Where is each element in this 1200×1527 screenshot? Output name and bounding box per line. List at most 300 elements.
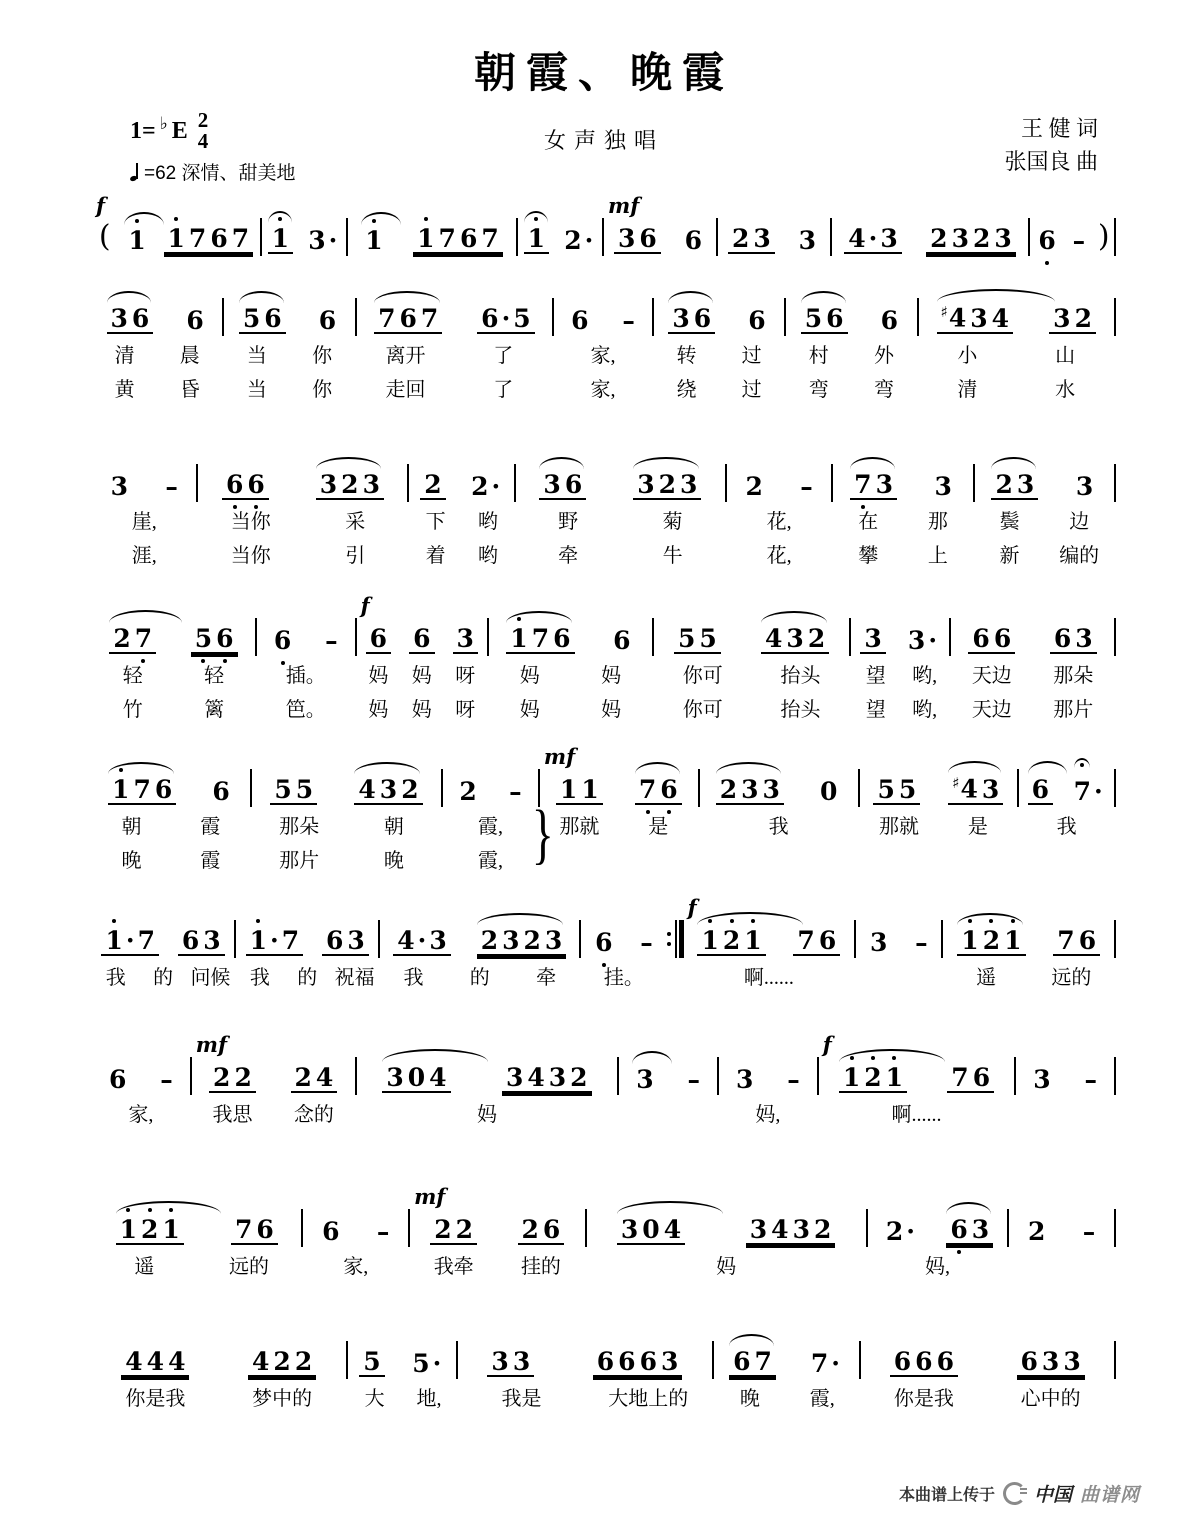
lyric-syllable: 过 <box>741 379 762 401</box>
tempo-marking <box>130 158 296 185</box>
note: 4 <box>358 774 376 804</box>
note-group <box>1050 625 1097 655</box>
note-group <box>911 929 932 957</box>
high-octave-dot <box>148 1208 152 1212</box>
measure <box>257 596 355 722</box>
note: 1 <box>581 774 599 804</box>
note-group <box>373 1218 394 1246</box>
note: – <box>640 927 653 957</box>
note: 7 <box>637 776 658 804</box>
note-group <box>744 307 769 335</box>
lyric-syllable: 我 <box>249 967 270 989</box>
dynamic-marking: mf <box>608 193 640 218</box>
dynamic-marking: f <box>360 593 370 618</box>
notes-row <box>303 1209 408 1245</box>
open-paren: ( <box>98 218 111 254</box>
augmentation-dot: · <box>584 225 594 255</box>
lyric-row-1 <box>851 665 949 688</box>
lyric-row-1 <box>861 1388 1115 1411</box>
lyric-syllable: 是 <box>967 816 988 838</box>
note: 3 <box>994 223 1012 253</box>
note: 1 <box>110 776 131 804</box>
note: 6 <box>108 1064 127 1094</box>
note: 4 <box>991 303 1010 333</box>
note-group <box>270 776 317 806</box>
lyric-syllable: 花, <box>766 545 792 567</box>
note: 1 <box>559 774 578 804</box>
note: 3 <box>617 223 636 253</box>
lyric-syllable: 挂。 <box>603 967 644 989</box>
note: 1 <box>126 227 147 255</box>
lyric-syllable: 那片 <box>1053 699 1094 721</box>
note: 6 <box>639 1346 657 1376</box>
lyric-syllable: 霞, <box>809 1388 835 1410</box>
lyric-row-1 <box>727 511 831 534</box>
lyric-row-2 <box>554 379 652 402</box>
note: – <box>915 927 928 957</box>
note: 3 <box>869 927 888 957</box>
note: 5 <box>363 1346 381 1376</box>
note-group <box>502 1064 592 1094</box>
notes-row <box>714 1341 859 1377</box>
note-group <box>796 473 817 501</box>
notes-row <box>851 618 949 654</box>
lyric-row-2 <box>786 379 916 402</box>
lyric-syllable: 妈 <box>368 699 389 721</box>
measure <box>92 596 255 722</box>
high-octave-dot <box>372 219 376 223</box>
lyric-syllable: 清 <box>114 345 135 367</box>
note: – <box>376 1216 390 1246</box>
high-octave-dot <box>871 1056 875 1060</box>
lyric-row-1 <box>357 1104 618 1127</box>
lyric-syllable: 你是我 <box>125 1388 186 1410</box>
barline <box>1114 769 1116 807</box>
lyric-row-2 <box>833 545 972 568</box>
lyric-syllable: 我 <box>105 967 126 989</box>
lyric-syllable: 牵 <box>558 545 579 567</box>
note: 2 <box>658 469 677 499</box>
high-octave-dot <box>850 1056 854 1060</box>
lyric-syllable: 绕 <box>676 379 697 401</box>
lyric-syllable: 攀 <box>858 545 879 567</box>
note-group <box>209 1064 256 1094</box>
note: 1 <box>160 1216 181 1244</box>
note-group <box>873 776 920 806</box>
lyric-syllable: 涯, <box>131 545 157 567</box>
low-octave-dot <box>254 505 258 509</box>
note: 6 <box>915 1346 933 1376</box>
dynamic-marking: mf <box>543 744 576 769</box>
lyric-syllable: 下 <box>425 511 446 533</box>
low-octave-dot <box>233 505 237 509</box>
lyric-row-2 <box>700 850 858 873</box>
note: 7 <box>531 623 550 653</box>
measure <box>348 1319 457 1411</box>
note: 6 <box>1020 1346 1038 1376</box>
note: 6 <box>459 223 478 253</box>
note: 2 <box>341 469 359 499</box>
measure <box>357 1035 618 1127</box>
measure <box>410 1184 584 1279</box>
note: 1 <box>118 1216 139 1244</box>
note: 6 <box>564 469 583 499</box>
note: 6 <box>639 223 657 253</box>
system-1 <box>92 193 1116 256</box>
lyric-syllable: 家, <box>590 379 616 401</box>
lyric-syllable: 妈, <box>925 1256 951 1278</box>
high-octave-dot <box>1011 919 1015 923</box>
lyric-syllable: 你 <box>312 345 333 367</box>
note: 3 <box>429 925 447 955</box>
note: 6 <box>186 305 204 335</box>
lyric-syllable: 那片 <box>279 850 320 872</box>
note: 3 <box>110 471 129 501</box>
system-9 <box>92 1319 1116 1411</box>
note-group <box>322 927 369 957</box>
notes-row <box>262 218 346 254</box>
note-group <box>121 1348 189 1378</box>
notes-row <box>458 1341 712 1377</box>
note-group <box>593 1348 683 1378</box>
lyric-empty <box>1019 850 1114 873</box>
lyric-syllable: 家, <box>343 1256 369 1278</box>
note: 6 <box>748 305 766 335</box>
barline <box>1114 298 1116 336</box>
note: 3 <box>1041 1346 1060 1376</box>
lyric-row-2 <box>919 379 1114 402</box>
note: 3 <box>741 774 759 804</box>
note-group <box>866 929 891 957</box>
notes-row <box>92 769 250 805</box>
note: 3 <box>753 223 771 253</box>
measure <box>348 196 516 254</box>
measure <box>252 747 441 873</box>
notes-row <box>819 1057 1014 1093</box>
measure <box>458 1319 712 1411</box>
note: 3 <box>786 623 804 653</box>
note-group <box>539 471 586 501</box>
lyric-syllable: 晚 <box>121 850 142 872</box>
lyric-row-1 <box>943 967 1114 990</box>
measure <box>518 196 602 254</box>
note-group <box>524 225 549 255</box>
fermata-icon <box>1074 758 1090 768</box>
note-group <box>270 627 295 655</box>
note: 2 <box>234 1062 252 1092</box>
note-group <box>807 1350 843 1378</box>
lyric-syllable: 昏 <box>179 379 200 401</box>
note: 7 <box>797 925 815 955</box>
notes-row <box>348 1341 457 1377</box>
notes-row <box>224 298 354 334</box>
lyric-syllable: 当 <box>246 379 267 401</box>
measure <box>192 1032 355 1127</box>
measure <box>718 196 830 254</box>
system-2 <box>92 276 1116 402</box>
lyric-syllable: 你可 <box>682 665 723 687</box>
system-6 <box>92 895 1116 990</box>
note: 2 <box>523 925 541 955</box>
song-title: 朝霞、晚霞 <box>473 51 734 97</box>
lyric-row-1 <box>786 345 916 368</box>
note-group <box>318 1218 343 1246</box>
note-group <box>161 473 182 501</box>
notes-row <box>951 618 1114 654</box>
low-octave-dot <box>223 659 227 663</box>
note: 2 <box>995 469 1013 499</box>
lyric-syllable: 弯 <box>808 379 829 401</box>
measure <box>1019 747 1114 873</box>
note-group <box>101 927 159 957</box>
note: 4 <box>146 1346 165 1376</box>
note: 2 <box>731 223 750 253</box>
lyric-row-2 <box>257 699 355 722</box>
note-group <box>1017 1348 1085 1378</box>
note-group <box>795 227 820 255</box>
note: – <box>509 776 522 806</box>
note: 2 <box>719 774 738 804</box>
note-group <box>505 778 526 806</box>
note-group <box>732 1066 757 1094</box>
note: 3 <box>1075 623 1093 653</box>
measure <box>92 1319 346 1411</box>
lyric-syllable: 插。 <box>285 665 326 687</box>
note: 7 <box>754 1346 772 1376</box>
notes-row <box>832 218 1028 254</box>
note-group <box>107 473 132 501</box>
note: 3 <box>735 1064 754 1094</box>
note: 2 <box>862 1064 883 1092</box>
note: 0 <box>642 1214 660 1244</box>
note-group <box>156 1066 177 1094</box>
note-group <box>946 1216 993 1246</box>
note: 7 <box>234 1214 253 1244</box>
notes-row <box>410 1209 584 1245</box>
high-octave-dot <box>278 217 282 221</box>
note: 2 <box>981 927 1002 955</box>
lyric-row-1 <box>92 1388 346 1411</box>
note: 3 <box>934 471 952 501</box>
notes-row <box>357 298 552 334</box>
note: 3 <box>544 925 563 955</box>
note-group <box>618 307 639 335</box>
measure <box>714 1319 859 1411</box>
note: 3 <box>864 623 882 653</box>
lyric-row-1 <box>540 816 698 839</box>
barline <box>1114 920 1116 958</box>
lyric-row-1 <box>587 1256 866 1279</box>
note: 7 <box>852 471 873 499</box>
measure <box>700 747 858 873</box>
lyricist: 王 健 词 <box>1020 116 1098 141</box>
lyric-syllable: 梦中的 <box>252 1388 313 1410</box>
measure <box>92 193 260 255</box>
lyric-empty <box>1009 1256 1114 1279</box>
note: 6 <box>318 305 337 335</box>
note: 6 <box>214 625 235 653</box>
notes-row <box>443 769 538 805</box>
lyric-syllable: 远的 <box>1051 967 1092 989</box>
lyric-syllable: 你可 <box>682 699 723 721</box>
note: 6 <box>212 776 230 806</box>
key-prefix: 1= <box>130 117 156 144</box>
note: 6 <box>618 1346 636 1376</box>
lyric-row-1 <box>92 816 250 839</box>
measure <box>727 442 831 568</box>
measure <box>236 898 378 990</box>
notes-row <box>252 769 441 805</box>
lyric-syllable: 那朵 <box>279 816 320 838</box>
note: 1 <box>699 927 720 955</box>
high-octave-dot <box>256 919 260 923</box>
lyric-row-1 <box>719 1104 817 1127</box>
note: 6 <box>399 303 417 333</box>
note: 6 <box>224 471 245 499</box>
note: 6 <box>1053 623 1072 653</box>
note-group <box>1070 778 1106 806</box>
note-group <box>1079 1218 1100 1246</box>
measure <box>619 1035 717 1127</box>
note: 6 <box>256 1214 274 1244</box>
note-group <box>191 625 238 655</box>
note-group <box>124 227 149 255</box>
note: 3 <box>749 1214 768 1244</box>
lyric-brace: } <box>531 796 554 871</box>
note: 7 <box>810 1348 829 1378</box>
note: 2 <box>1028 1216 1046 1246</box>
measure <box>92 1035 190 1127</box>
measure <box>409 442 513 568</box>
uploaded-text: 本曲谱上传于 <box>898 1487 995 1504</box>
low-octave-dot <box>646 810 650 814</box>
note: 6 <box>936 1346 954 1376</box>
augmentation-dot: · <box>831 1348 840 1378</box>
note-group <box>268 225 293 255</box>
lyric-row-1 <box>92 665 255 688</box>
lyric-row-1 <box>1009 1256 1114 1279</box>
lyric-row-1 <box>919 345 1114 368</box>
note: 2 <box>813 1214 832 1244</box>
notes-row <box>587 1209 866 1245</box>
measure <box>303 1187 408 1279</box>
high-octave-dot <box>517 617 521 621</box>
measure <box>861 1319 1115 1411</box>
note: 4 <box>429 1062 447 1092</box>
notes-row <box>718 218 830 254</box>
note-group <box>761 625 829 655</box>
lyric-row-1 <box>619 1104 717 1127</box>
note: 4 <box>397 925 415 955</box>
lyric-syllable: 村 <box>808 345 829 367</box>
lyric-syllable: 你是我 <box>893 1388 954 1410</box>
low-octave-dot <box>957 1250 961 1254</box>
measure <box>975 442 1114 568</box>
lyric-syllable: 晚 <box>739 1388 760 1410</box>
note: – <box>787 1064 800 1094</box>
lyric-row-1 <box>236 967 378 990</box>
note-group <box>413 225 503 255</box>
note: 6 <box>893 1346 912 1376</box>
lyric-syllable: 抬头 <box>780 665 821 687</box>
note: 1 <box>248 927 269 955</box>
note: 6 <box>322 1216 340 1246</box>
note-group <box>556 776 603 806</box>
measure <box>540 744 698 873</box>
measure <box>1009 1187 1114 1279</box>
notes-row <box>943 920 1114 956</box>
note-group <box>361 227 386 255</box>
notes-row <box>975 464 1114 500</box>
note-group <box>567 307 592 335</box>
note: 3 <box>319 469 338 499</box>
augmentation-dot: · <box>906 1216 915 1246</box>
note: 7 <box>188 223 207 253</box>
note-group <box>109 625 156 655</box>
measure <box>92 1187 301 1279</box>
note: 7 <box>438 223 456 253</box>
note-group <box>681 227 706 255</box>
lyric-row-2 <box>489 699 652 722</box>
note: 2 <box>807 623 826 653</box>
lyric-syllable: 晚 <box>383 850 404 872</box>
measure <box>262 196 346 254</box>
notes-row <box>554 298 652 334</box>
lyric-syllable: 当你 <box>230 511 271 533</box>
note-group <box>636 929 657 957</box>
lyric-row-1 <box>92 345 222 368</box>
lyric-syllable: 的 <box>297 967 318 989</box>
high-octave-dot <box>751 919 755 923</box>
lyric-syllable: 引 <box>345 545 366 567</box>
note: 1 <box>1002 927 1023 955</box>
tempo-text: =62 深情、甜美地 <box>144 163 296 184</box>
note: 3 <box>1016 469 1035 499</box>
lyric-row-2 <box>92 850 250 873</box>
note: 6 <box>993 623 1012 653</box>
note: 6 <box>818 925 837 955</box>
lyric-syllable: 篱 <box>204 699 225 721</box>
measure <box>92 747 250 873</box>
note-group <box>1029 1066 1054 1094</box>
note-group <box>420 471 445 501</box>
lyric-row-1 <box>409 511 513 534</box>
lyric-syllable: 笆。 <box>285 699 326 721</box>
note: 7 <box>1057 925 1075 955</box>
note: 7 <box>137 925 155 955</box>
note-group <box>957 927 1025 957</box>
note-group <box>614 225 661 255</box>
note: 5 <box>242 303 261 333</box>
high-octave-dot <box>989 919 993 923</box>
lyric-row-1 <box>224 345 354 368</box>
notes-row <box>1030 218 1114 254</box>
note: 5 <box>193 625 214 653</box>
high-octave-dot <box>112 919 116 923</box>
note-group <box>609 627 634 655</box>
lyric-row-1 <box>654 345 784 368</box>
lyric-row-2 <box>252 850 441 873</box>
note: 2 <box>721 927 742 955</box>
lyric-syllable: 崖, <box>131 511 157 533</box>
note-group <box>728 225 775 255</box>
notes-row <box>516 464 725 500</box>
note-group <box>926 225 1016 255</box>
lyric-syllable: 水 <box>1055 379 1076 401</box>
close-paren: ) <box>1097 218 1110 254</box>
note: 3 <box>1033 1064 1051 1094</box>
note: 7 <box>133 625 154 653</box>
